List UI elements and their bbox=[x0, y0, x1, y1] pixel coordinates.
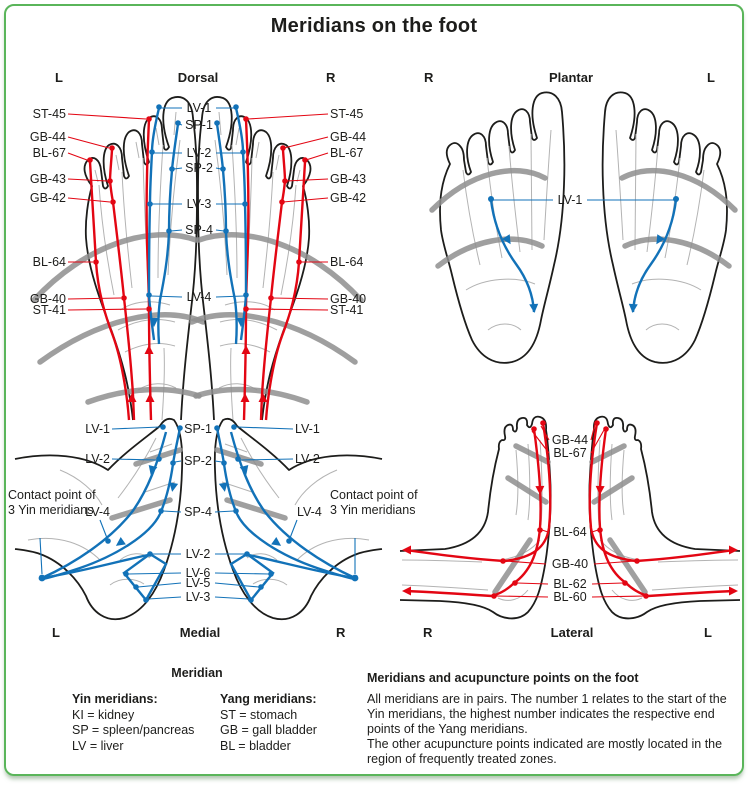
acupoint-label: BL-62 bbox=[553, 577, 587, 591]
acupoint-label: SP-2 bbox=[185, 161, 213, 175]
acupoint-label: LV-2 bbox=[85, 452, 110, 466]
acupoint-label: LV-2 bbox=[186, 146, 212, 160]
legend-title: Meridian bbox=[171, 666, 223, 680]
yin-heading: Yin meridians: bbox=[72, 692, 158, 706]
acupoint-label: LV-2 bbox=[295, 452, 320, 466]
page-title: Meridians on the foot bbox=[270, 15, 478, 37]
acupoint-label: GB-43 bbox=[29, 172, 66, 186]
acupoint-label: ST-41 bbox=[32, 303, 66, 317]
info-heading: Meridians and acupuncture points on the foot bbox=[367, 671, 639, 685]
plantar-view-title: Plantar bbox=[548, 70, 594, 85]
acupoint-label: LV-1 bbox=[85, 422, 110, 436]
medial-side-left: L bbox=[52, 625, 60, 640]
lateral-view-title: Lateral bbox=[550, 625, 594, 640]
acupoint-label: BL-60 bbox=[553, 590, 587, 604]
lateral-side-right: L bbox=[704, 625, 712, 640]
lateral-side-left: R bbox=[423, 625, 433, 640]
acupoint-label: LV-1 bbox=[295, 422, 320, 436]
acupoint-label: GB-44 bbox=[330, 130, 367, 144]
legend-item: SP = spleen/pancreas bbox=[72, 723, 195, 737]
acupoint-label: BL-67 bbox=[32, 146, 66, 160]
plantar-side-right: L bbox=[707, 70, 715, 85]
acupoint-label: SP-1 bbox=[184, 422, 212, 436]
acupoint-label: GB-40 bbox=[29, 292, 66, 306]
acupoint-label: GB-42 bbox=[29, 191, 66, 205]
acupoint-label: LV-5 bbox=[185, 576, 211, 590]
acupoint-label: LV-3 bbox=[185, 590, 211, 604]
acupoint-label: LV-4 bbox=[297, 505, 322, 519]
acupoint-label: GB-40 bbox=[551, 557, 589, 571]
legend-item: KI = kidney bbox=[72, 707, 135, 722]
acupoint-label: BL-67 bbox=[330, 146, 364, 160]
acupoint-label: GB-40 bbox=[330, 292, 367, 306]
info-paragraph-2: The other acupuncture points indicated are mostly located in the region of frequently treated zones. bbox=[367, 737, 723, 766]
acupoint-label: BL-64 bbox=[32, 255, 66, 269]
acupoint-label: ST-45 bbox=[330, 107, 364, 121]
dorsal-side-right: R bbox=[326, 70, 336, 85]
legend-item: BL = bladder bbox=[220, 738, 291, 753]
yang-heading: Yang meridians: bbox=[220, 692, 317, 706]
acupoint-label: SP-2 bbox=[184, 454, 212, 468]
acupoint-label: GB-44 bbox=[551, 433, 589, 447]
acupoint-label: LV-1 bbox=[186, 101, 212, 115]
legend-item: LV = liver bbox=[72, 738, 124, 753]
dorsal-side-left: L bbox=[55, 70, 63, 85]
info-paragraph-1: All meridians are in pairs. The number 1 relates to the start of the Yin meridians, the highest number indicates the respective end points of the Yang meridians. bbox=[367, 692, 727, 736]
acupoint-label: LV-1 bbox=[557, 193, 583, 207]
contact-point-note: Contact point of 3 Yin meridians bbox=[8, 488, 96, 517]
dorsal-view-title: Dorsal bbox=[177, 70, 219, 85]
acupoint-label: SP-1 bbox=[185, 118, 213, 132]
yang-meridians-legend bbox=[220, 692, 317, 754]
acupoint-label: BL-64 bbox=[330, 255, 364, 269]
acupoint-label: GB-44 bbox=[29, 130, 66, 144]
acupoint-label: LV-6 bbox=[185, 566, 211, 580]
yin-meridians-legend bbox=[72, 692, 194, 754]
acupoint-label: LV-3 bbox=[186, 197, 212, 211]
acupoint-label: LV-4 bbox=[186, 290, 212, 304]
acupoint-label: BL-64 bbox=[553, 525, 587, 539]
legend-item: GB = gall bladder bbox=[220, 723, 317, 737]
medial-side-right: R bbox=[336, 625, 346, 640]
acupoint-label: SP-4 bbox=[184, 505, 212, 519]
acupoint-label: ST-45 bbox=[32, 107, 66, 121]
acupoint-label: GB-43 bbox=[330, 172, 367, 186]
plantar-view bbox=[432, 92, 735, 363]
medial-view-title: Medial bbox=[179, 625, 221, 640]
plantar-side-left: R bbox=[424, 70, 434, 85]
legend-item: ST = stomach bbox=[220, 707, 298, 722]
acupoint-label: LV-2 bbox=[185, 547, 211, 561]
acupoint-label: LV-4 bbox=[85, 505, 110, 519]
acupoint-label: ST-41 bbox=[330, 303, 364, 317]
contact-point-note: Contact point of 3 Yin meridians bbox=[330, 488, 418, 517]
acupoint-label: BL-67 bbox=[553, 446, 587, 460]
acupoint-label: GB-42 bbox=[330, 191, 367, 205]
acupoint-label: SP-4 bbox=[185, 223, 213, 237]
